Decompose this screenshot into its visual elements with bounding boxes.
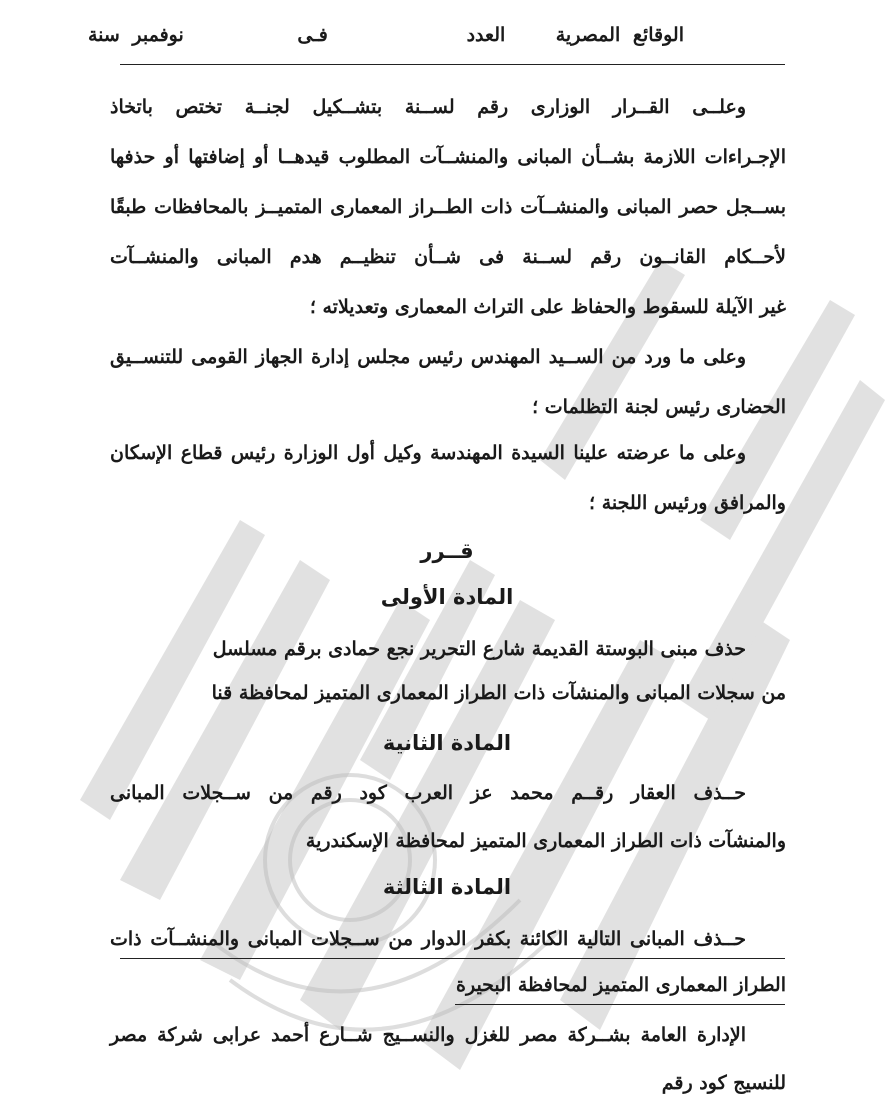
preamble-line: وعلى ما عرضته علينا السيدة المهندسة وكيل أول الوزارة رئيس قطاع الإسكان	[110, 442, 746, 464]
preamble-line: وعلــى القــرار الوزارى رقم لســنة بتشــكيل لجنــة تختص باتخاذ	[110, 96, 746, 118]
header-issue-label: العدد	[466, 24, 506, 46]
underline-rule	[455, 1004, 785, 1005]
preamble-line: وعلى ما ورد من الســيد المهندس رئيس مجلس إدارة الجهاز القومى للتنســيق	[110, 346, 746, 368]
article-line: حــذف العقار رقــم محمد عز العرب كود رقم من ســجلات المبانى	[110, 782, 746, 804]
header-rule	[120, 64, 785, 65]
article-line: والمنشآت ذات الطراز المعمارى المتميز لمحافظة الإسكندرية	[305, 830, 786, 852]
article-line: حذف مبنى البوستة القديمة شارع التحرير نجع حمادى برقم مسلسل	[212, 638, 746, 660]
running-header	[88, 24, 684, 46]
article-line: للنسيج كود رقم	[661, 1072, 786, 1094]
header-date-label: نوفمبر سنة	[87, 24, 184, 46]
article-title: المادة الثالثة	[382, 875, 512, 899]
article-title: المادة الثانية	[382, 731, 512, 755]
article-title: المادة الأولى	[380, 585, 514, 609]
decree-title: قــرر	[420, 539, 474, 563]
preamble-line: الحضارى رئيس لجنة التظلمات ؛	[532, 396, 786, 418]
preamble-line: الإجـراءات اللازمة بشــأن المبانى والمنشــآت المطلوب قيدهــا أو إضافتها أو حذفها	[110, 146, 786, 168]
preamble-line: والمرافق ورئيس اللجنة ؛	[589, 492, 786, 514]
preamble-line: لأحــكام القانــون رقم لســنة فى شــأن تنظيــم هدم المبانى والمنشــآت	[110, 246, 786, 268]
article-line: من سجلات المبانى والمنشآت ذات الطراز المعمارى المتميز لمحافظة قنا	[211, 682, 786, 704]
preamble-line: غير الآيلة للسقوط والحفاظ على التراث المعمارى وتعديلاته ؛	[309, 296, 786, 318]
header-in-label: فـى	[297, 24, 328, 46]
header-publication: الوقائع المصرية	[555, 24, 684, 46]
article-line: الطراز المعمارى المتميز لمحافظة البحيرة	[456, 974, 786, 996]
article-line: حــذف المبانى التالية الكائنة بكفر الدوار من ســجلات المبانى والمنشــآت ذات	[110, 928, 746, 950]
underline-rule	[120, 958, 785, 959]
preamble-line: بســجل حصر المبانى والمنشــآت ذات الطــراز المعمارى المتميــز بالمحافظات طبقًا	[110, 196, 786, 218]
article-line: الإدارة العامة بشــركة مصر للغزل والنســيج شــارع أحمد عرابى شركة مصر	[110, 1024, 746, 1046]
